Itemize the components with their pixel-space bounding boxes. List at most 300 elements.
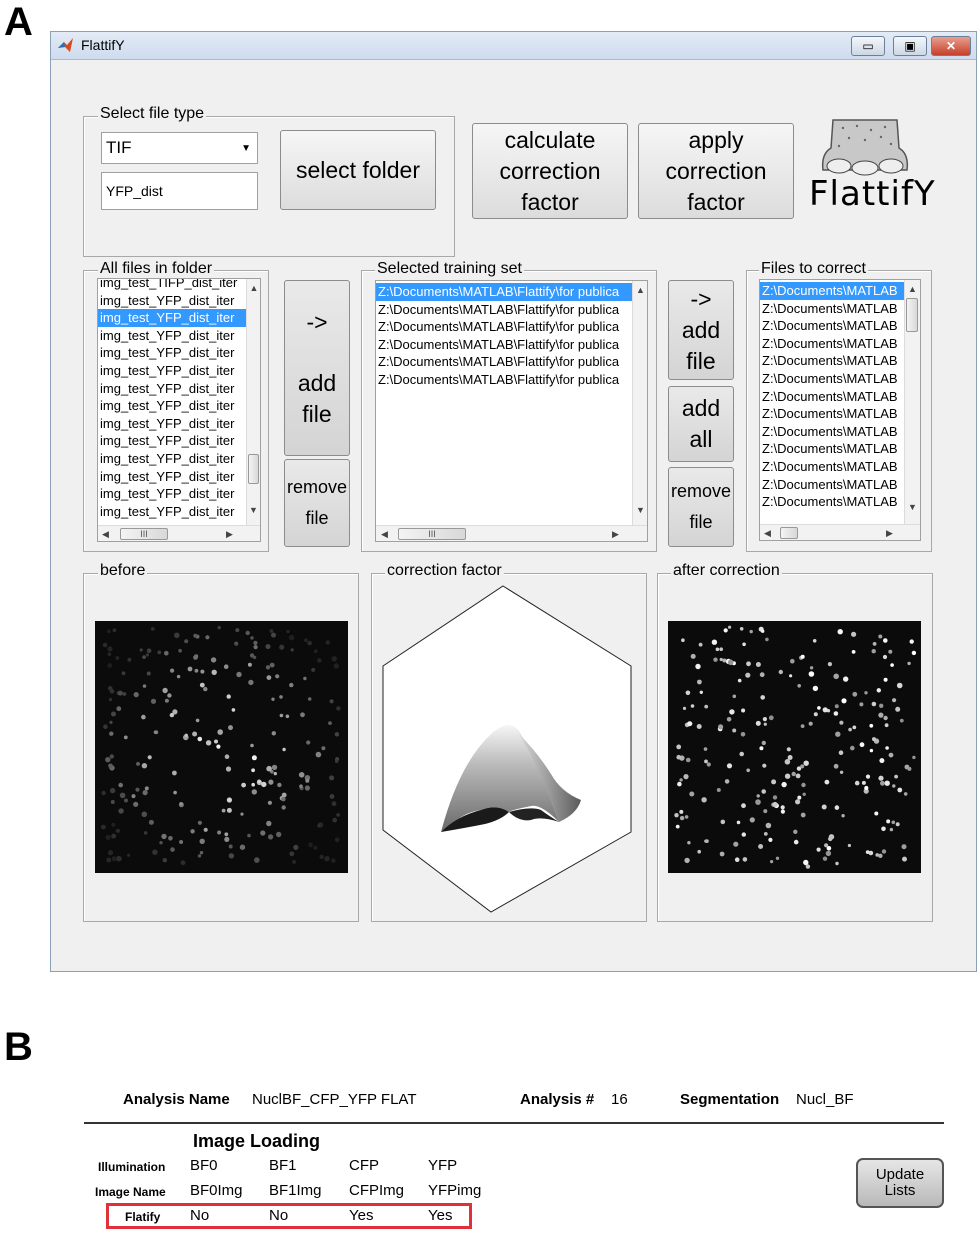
cell-nucleus-dot [206,740,211,745]
cell-nucleus-dot [225,754,230,759]
all-files-list-item[interactable]: img_test_YFP_dist_iter [100,327,235,343]
calculate-label-1: calculate [504,126,596,153]
cell-nucleus-dot [740,627,744,631]
cell-nucleus-dot [883,655,887,659]
cell-nucleus-dot [875,853,879,857]
cell-nucleus-dot [281,797,285,801]
after-correction-image [668,621,921,873]
cell-nucleus-dot [247,834,251,838]
logo-text: FlattifY [809,174,936,214]
cell-nucleus-dot [834,764,839,769]
cell-nucleus-dot [289,635,295,641]
update-lists-label-1: Update [875,1166,925,1183]
after-correction-group-title: after correction [673,562,780,579]
calculate-label-2: correction [499,157,601,184]
cell-nucleus-dot [320,855,324,859]
cell-nucleus-dot [760,695,765,700]
cell-nucleus-dot [681,638,685,642]
cell-nucleus-dot [179,840,183,844]
row-label-image-name: Image Name [95,1185,166,1199]
cell-nucleus-dot [803,860,808,865]
files-to-correct-group-title: Files to correct [761,260,866,277]
apply-label-1: apply [688,126,744,153]
files-to-correct-list-item[interactable]: Z:\Documents\MATLAB [762,406,898,422]
all-files-list-item[interactable]: img_test_YFP_dist_iter [100,433,235,449]
cell-nucleus-dot [118,691,123,696]
cell-nucleus-dot [866,850,870,854]
divider [84,1122,944,1124]
cell-nucleus-dot [879,704,883,708]
files-to-correct-list-item[interactable]: Z:\Documents\MATLAB [762,441,898,457]
cell-nucleus-dot [727,763,732,768]
flatify-cell: No [269,1207,289,1224]
remove-training-file-button[interactable] [284,459,350,547]
training-set-list-item[interactable]: Z:\Documents\MATLAB\Flattify\for publica [378,319,620,335]
cell-nucleus-dot [719,647,723,651]
cell-nucleus-dot [224,664,229,669]
cell-nucleus-dot [880,781,885,786]
cell-nucleus-dot [136,762,140,766]
update-lists-button[interactable] [856,1158,944,1208]
cell-nucleus-dot [268,801,272,805]
scroll-right-icon: ▶ [612,529,619,539]
cell-nucleus-dot [894,775,898,779]
cell-nucleus-dot [864,786,868,790]
image-loading-title: Image Loading [193,1131,321,1151]
cell-nucleus-dot [781,782,786,787]
files-to-correct-list-item[interactable]: Z:\Documents\MATLAB [762,300,898,316]
cell-nucleus-dot [144,831,148,835]
files-to-correct-list-item[interactable]: Z:\Documents\MATLAB [762,335,898,351]
cell-nucleus-dot [252,789,257,794]
remove-label-2: file [689,512,713,532]
arrow-right-icon: -> [690,285,712,312]
cell-nucleus-dot [173,791,177,795]
cell-nucleus-dot [134,692,139,697]
hscroll-thumb[interactable]: III [398,528,466,540]
cell-nucleus-dot [776,857,779,860]
cell-nucleus-dot [713,658,717,662]
cell-nucleus-dot [282,748,285,751]
cell-nucleus-dot [741,803,746,808]
cell-nucleus-dot [888,650,892,654]
cell-nucleus-dot [826,851,831,856]
cell-nucleus-dot [164,651,169,656]
cell-nucleus-dot [261,782,266,787]
cell-nucleus-dot [113,628,117,632]
cell-nucleus-dot [725,779,730,784]
cell-nucleus-dot [704,760,708,764]
cell-nucleus-dot [806,864,810,868]
cell-nucleus-dot [331,858,335,862]
panel-label-b: B [4,1025,33,1069]
add-to-training-button[interactable] [284,280,350,456]
cell-nucleus-dot [852,650,856,654]
cell-nucleus-dot [188,667,193,672]
cell-nucleus-dot [686,758,691,763]
cell-nucleus-dot [214,740,218,744]
cell-nucleus-dot [878,713,883,718]
cell-nucleus-dot [756,721,761,726]
cell-nucleus-dot [741,732,746,737]
cell-nucleus-dot [824,843,828,847]
cell-nucleus-dot [106,835,111,840]
cell-nucleus-dot [727,717,732,722]
cell-nucleus-dot [763,809,767,813]
cell-nucleus-dot [300,712,305,717]
cell-nucleus-dot [835,862,838,865]
remove-correct-file-button[interactable] [668,467,734,547]
cell-nucleus-dot [142,655,146,659]
cell-nucleus-dot [305,779,309,783]
cell-nucleus-dot [795,799,800,804]
file-filter-input[interactable]: YFP_dist [101,172,258,210]
cell-nucleus-dot [224,832,228,836]
apply-correction-button[interactable] [638,123,794,219]
apply-label-2: correction [665,157,767,184]
training-set-list-item[interactable]: Z:\Documents\MATLAB\Flattify\for publica [378,354,620,370]
cell-nucleus-dot [823,707,828,712]
cell-nucleus-dot [822,805,827,810]
cell-nucleus-dot [227,694,231,698]
cell-nucleus-dot [889,753,894,758]
matlab-app-icon [57,36,75,54]
cell-nucleus-dot [185,734,188,737]
cell-nucleus-dot [843,676,848,681]
scroll-left-icon: ◀ [764,528,771,538]
cell-nucleus-dot [111,712,116,717]
correct-hscroll[interactable] [760,524,921,541]
cell-nucleus-dot [716,648,720,652]
cell-nucleus-dot [112,856,117,861]
cell-nucleus-dot [817,848,821,852]
cell-nucleus-dot [835,805,840,810]
cell-nucleus-dot [172,709,177,714]
cell-nucleus-dot [142,763,147,768]
hscroll-thumb[interactable]: III [120,528,168,540]
all-files-hscroll[interactable] [98,525,261,542]
cell-nucleus-dot [127,854,130,857]
cell-nucleus-dot [200,839,205,844]
cell-nucleus-dot [773,795,777,799]
cell-nucleus-dot [864,691,867,694]
all-files-list-item[interactable]: img_test_YFP_dist_iter [100,398,235,414]
files-to-correct-list[interactable] [759,279,921,541]
cell-nucleus-dot [838,629,843,634]
cell-nucleus-dot [291,648,294,651]
cell-nucleus-dot [253,641,257,645]
cell-nucleus-dot [105,757,110,762]
cell-nucleus-dot [892,698,896,702]
cell-nucleus-dot [167,693,171,697]
cell-nucleus-dot [813,639,817,643]
files-to-correct-list-item[interactable]: Z:\Documents\MATLAB [762,494,898,510]
flatify-highlight-box [106,1203,472,1229]
maximize-icon: ▣ [904,39,916,53]
cell-nucleus-dot [279,645,284,650]
cell-nucleus-dot [217,831,221,835]
cell-nucleus-dot [198,737,203,742]
cell-nucleus-dot [695,664,700,669]
cell-nucleus-dot [676,745,681,750]
image-name-cell: YFPimg [428,1182,482,1199]
cell-nucleus-dot [852,692,857,697]
title-bar[interactable] [51,32,976,60]
all-files-list[interactable] [97,278,261,542]
cell-nucleus-dot [248,680,253,685]
cell-nucleus-dot [317,824,320,827]
cell-nucleus-dot [789,674,792,677]
cell-nucleus-dot [745,673,750,678]
cell-nucleus-dot [190,829,194,833]
cell-nucleus-dot [840,771,843,774]
cell-nucleus-dot [260,830,265,835]
scroll-down-icon: ▼ [636,505,645,515]
cell-nucleus-dot [680,816,684,820]
all-files-list-item[interactable]: img_test_YFP_dist_iter [100,468,235,484]
close-icon: ✕ [945,39,957,53]
all-files-list-item[interactable]: img_test_YFP_dist_iter [100,486,235,502]
cell-nucleus-dot [118,808,123,813]
training-set-list-item[interactable]: Z:\Documents\MATLAB\Flattify\for publica [378,301,620,317]
cell-nucleus-dot [766,823,772,829]
scroll-thumb[interactable] [906,298,918,332]
cell-nucleus-dot [794,840,799,845]
cell-nucleus-dot [212,670,217,675]
chevron-down-icon: ▼ [241,142,251,154]
maximize-button[interactable] [893,36,927,56]
cell-nucleus-dot [270,663,275,668]
cell-nucleus-dot [755,799,761,805]
cell-nucleus-dot [272,765,277,770]
cell-nucleus-dot [797,684,801,688]
files-to-correct-list-item[interactable]: Z:\Documents\MATLAB [762,353,898,369]
cell-nucleus-dot [116,856,122,862]
cell-nucleus-dot [764,723,767,726]
row-label-illumination: Illumination [98,1160,166,1174]
cell-nucleus-dot [251,768,255,772]
cell-nucleus-dot [226,766,231,771]
cell-nucleus-dot [877,688,881,692]
scroll-up-icon: ▲ [636,285,645,295]
hscroll-thumb[interactable] [780,527,798,539]
cell-nucleus-dot [254,857,260,863]
cell-nucleus-dot [334,663,339,668]
cell-nucleus-dot [870,749,873,752]
all-files-list-item[interactable]: img_test_YFP_dist_iter [100,503,235,519]
cell-nucleus-dot [677,782,682,787]
cell-nucleus-dot [699,643,703,647]
cell-nucleus-dot [216,745,220,749]
training-set-list-item[interactable]: Z:\Documents\MATLAB\Flattify\for publica [378,336,620,352]
all-files-list-item[interactable]: img_test_YFP_dist_iter [100,450,235,466]
cell-nucleus-dot [785,774,790,779]
cell-nucleus-dot [107,630,111,634]
cell-nucleus-dot [163,858,167,862]
cell-nucleus-dot [771,779,776,784]
cell-nucleus-dot [193,634,197,638]
cell-nucleus-dot [111,800,115,804]
training-set-items [376,283,632,389]
cell-nucleus-dot [266,644,271,649]
cell-nucleus-dot [757,794,760,797]
cell-nucleus-dot [814,712,818,716]
file-type-select[interactable] [101,132,258,164]
cell-nucleus-dot [720,658,723,661]
cell-nucleus-dot [142,812,148,818]
arrow-right-icon: -> [306,308,328,335]
all-files-list-item[interactable]: img_test_YFP_dist_iter [100,415,235,431]
cell-nucleus-dot [860,742,865,747]
cell-nucleus-dot [674,813,678,817]
cell-nucleus-dot [761,630,764,633]
cell-nucleus-dot [874,812,878,816]
add-file-label-1: add [681,316,721,343]
cell-nucleus-dot [306,740,310,744]
training-set-list-item[interactable]: Z:\Documents\MATLAB\Flattify\for publica [376,283,632,301]
cell-nucleus-dot [855,781,860,786]
cell-nucleus-dot [143,684,146,687]
cell-nucleus-dot [103,724,108,729]
add-to-correct-button[interactable] [668,280,734,380]
cell-nucleus-dot [728,626,731,629]
image-name-cell: CFPImg [349,1182,405,1199]
cell-nucleus-dot [313,846,317,850]
training-vscroll[interactable] [632,281,648,525]
minimize-button[interactable] [851,36,885,56]
cell-nucleus-dot [168,836,173,841]
cell-nucleus-dot [697,724,702,729]
cell-nucleus-dot [841,698,846,703]
illumination-cell: CFP [349,1157,379,1174]
cell-nucleus-dot [116,829,120,833]
files-to-correct-list-item[interactable]: Z:\Documents\MATLAB [760,282,904,300]
scroll-thumb[interactable] [248,454,259,484]
cell-nucleus-dot [159,841,162,844]
cell-nucleus-dot [801,783,805,787]
files-to-correct-list-item[interactable]: Z:\Documents\MATLAB [762,476,898,492]
cell-nucleus-dot [229,853,234,858]
cell-nucleus-dot [195,669,199,673]
cell-nucleus-dot [892,784,895,787]
cell-nucleus-dot [332,801,337,806]
cell-nucleus-dot [872,649,876,653]
cell-nucleus-dot [760,672,765,677]
cell-nucleus-dot [271,633,276,638]
cell-nucleus-dot [835,732,840,737]
correct-vscroll[interactable] [904,280,920,524]
cell-nucleus-dot [135,788,139,792]
cell-nucleus-dot [738,679,742,683]
calculate-correction-button[interactable] [472,123,628,219]
cell-nucleus-dot [839,721,843,725]
cell-nucleus-dot [241,783,246,788]
training-set-list[interactable] [375,280,648,542]
all-files-vscroll[interactable] [246,279,261,525]
add-all-button[interactable] [668,386,734,462]
all-files-list-item[interactable]: img_test_YFP_dist_iter [100,380,235,396]
cell-nucleus-dot [762,741,766,745]
flattify-window [50,31,977,972]
cell-nucleus-dot [109,732,113,736]
cell-nucleus-dot [800,764,804,768]
analysis-number-label: Analysis # [520,1091,595,1108]
files-to-correct-list-item[interactable]: Z:\Documents\MATLAB [762,318,898,334]
analysis-name-value: NuclBF_CFP_YFP FLAT [252,1091,417,1108]
cell-nucleus-dot [229,845,233,849]
cell-nucleus-dot [196,719,200,723]
cell-nucleus-dot [768,838,772,842]
all-files-list-item[interactable]: img_test_YFP_dist_iter [100,345,235,361]
cell-nucleus-dot [859,702,863,706]
illumination-cell: BF1 [269,1157,297,1174]
close-button[interactable] [931,36,971,56]
cell-nucleus-dot [803,793,806,796]
file-type-selected: TIF [106,138,132,157]
all-files-list-item[interactable]: img_test_YFP_dist_iter [100,292,235,308]
cell-nucleus-dot [108,850,113,855]
cell-nucleus-dot [769,715,774,720]
cell-nucleus-dot [746,661,751,666]
cell-nucleus-dot [848,844,851,847]
training-set-group-title: Selected training set [377,260,522,277]
add-all-label-1: add [681,395,721,421]
scroll-right-icon: ▶ [226,529,233,539]
cell-nucleus-dot [746,769,750,773]
files-to-correct-list-item[interactable]: Z:\Documents\MATLAB [762,423,898,439]
select-folder-button[interactable]: select folder [280,130,436,210]
files-to-correct-list-item[interactable]: Z:\Documents\MATLAB [762,388,898,404]
cell-nucleus-dot [781,810,785,814]
cell-nucleus-dot [248,663,252,667]
cell-nucleus-dot [116,706,121,711]
cell-nucleus-dot [205,635,209,639]
scroll-up-icon: ▲ [249,283,259,293]
all-files-list-item[interactable]: img_test_YFP_dist_iter [98,309,246,327]
all-files-list-item[interactable]: img_test_YFP_dist_iter [100,362,235,378]
cell-nucleus-dot [862,781,866,785]
cell-nucleus-dot [234,642,238,646]
cell-nucleus-dot [228,725,233,730]
cell-nucleus-dot [697,680,702,685]
cell-nucleus-dot [813,686,818,691]
cell-nucleus-dot [823,857,827,861]
cell-nucleus-dot [232,708,236,712]
cell-nucleus-dot [720,852,725,857]
cell-nucleus-dot [154,731,157,734]
cell-nucleus-dot [779,670,783,674]
cell-nucleus-dot [170,847,175,852]
cell-nucleus-dot [885,723,889,727]
files-to-correct-list-item[interactable]: Z:\Documents\MATLAB [762,370,898,386]
files-to-correct-list-item[interactable]: Z:\Documents\MATLAB [762,458,898,474]
cell-nucleus-dot [336,813,340,817]
cell-nucleus-dot [200,670,204,674]
all-files-list-item[interactable]: img_test_TIFP_dist_iter [100,278,238,290]
training-hscroll[interactable] [376,525,648,542]
cell-nucleus-dot [850,746,855,751]
cell-nucleus-dot [817,706,821,710]
files-to-correct-items [760,282,904,511]
training-set-list-item[interactable]: Z:\Documents\MATLAB\Flattify\for publica [378,371,620,387]
cell-nucleus-dot [268,834,273,839]
cell-nucleus-dot [123,692,127,696]
cell-nucleus-dot [235,628,239,632]
cell-nucleus-dot [686,691,691,696]
cell-nucleus-dot [683,707,686,710]
cell-nucleus-dot [881,827,886,832]
cell-nucleus-dot [759,746,763,750]
